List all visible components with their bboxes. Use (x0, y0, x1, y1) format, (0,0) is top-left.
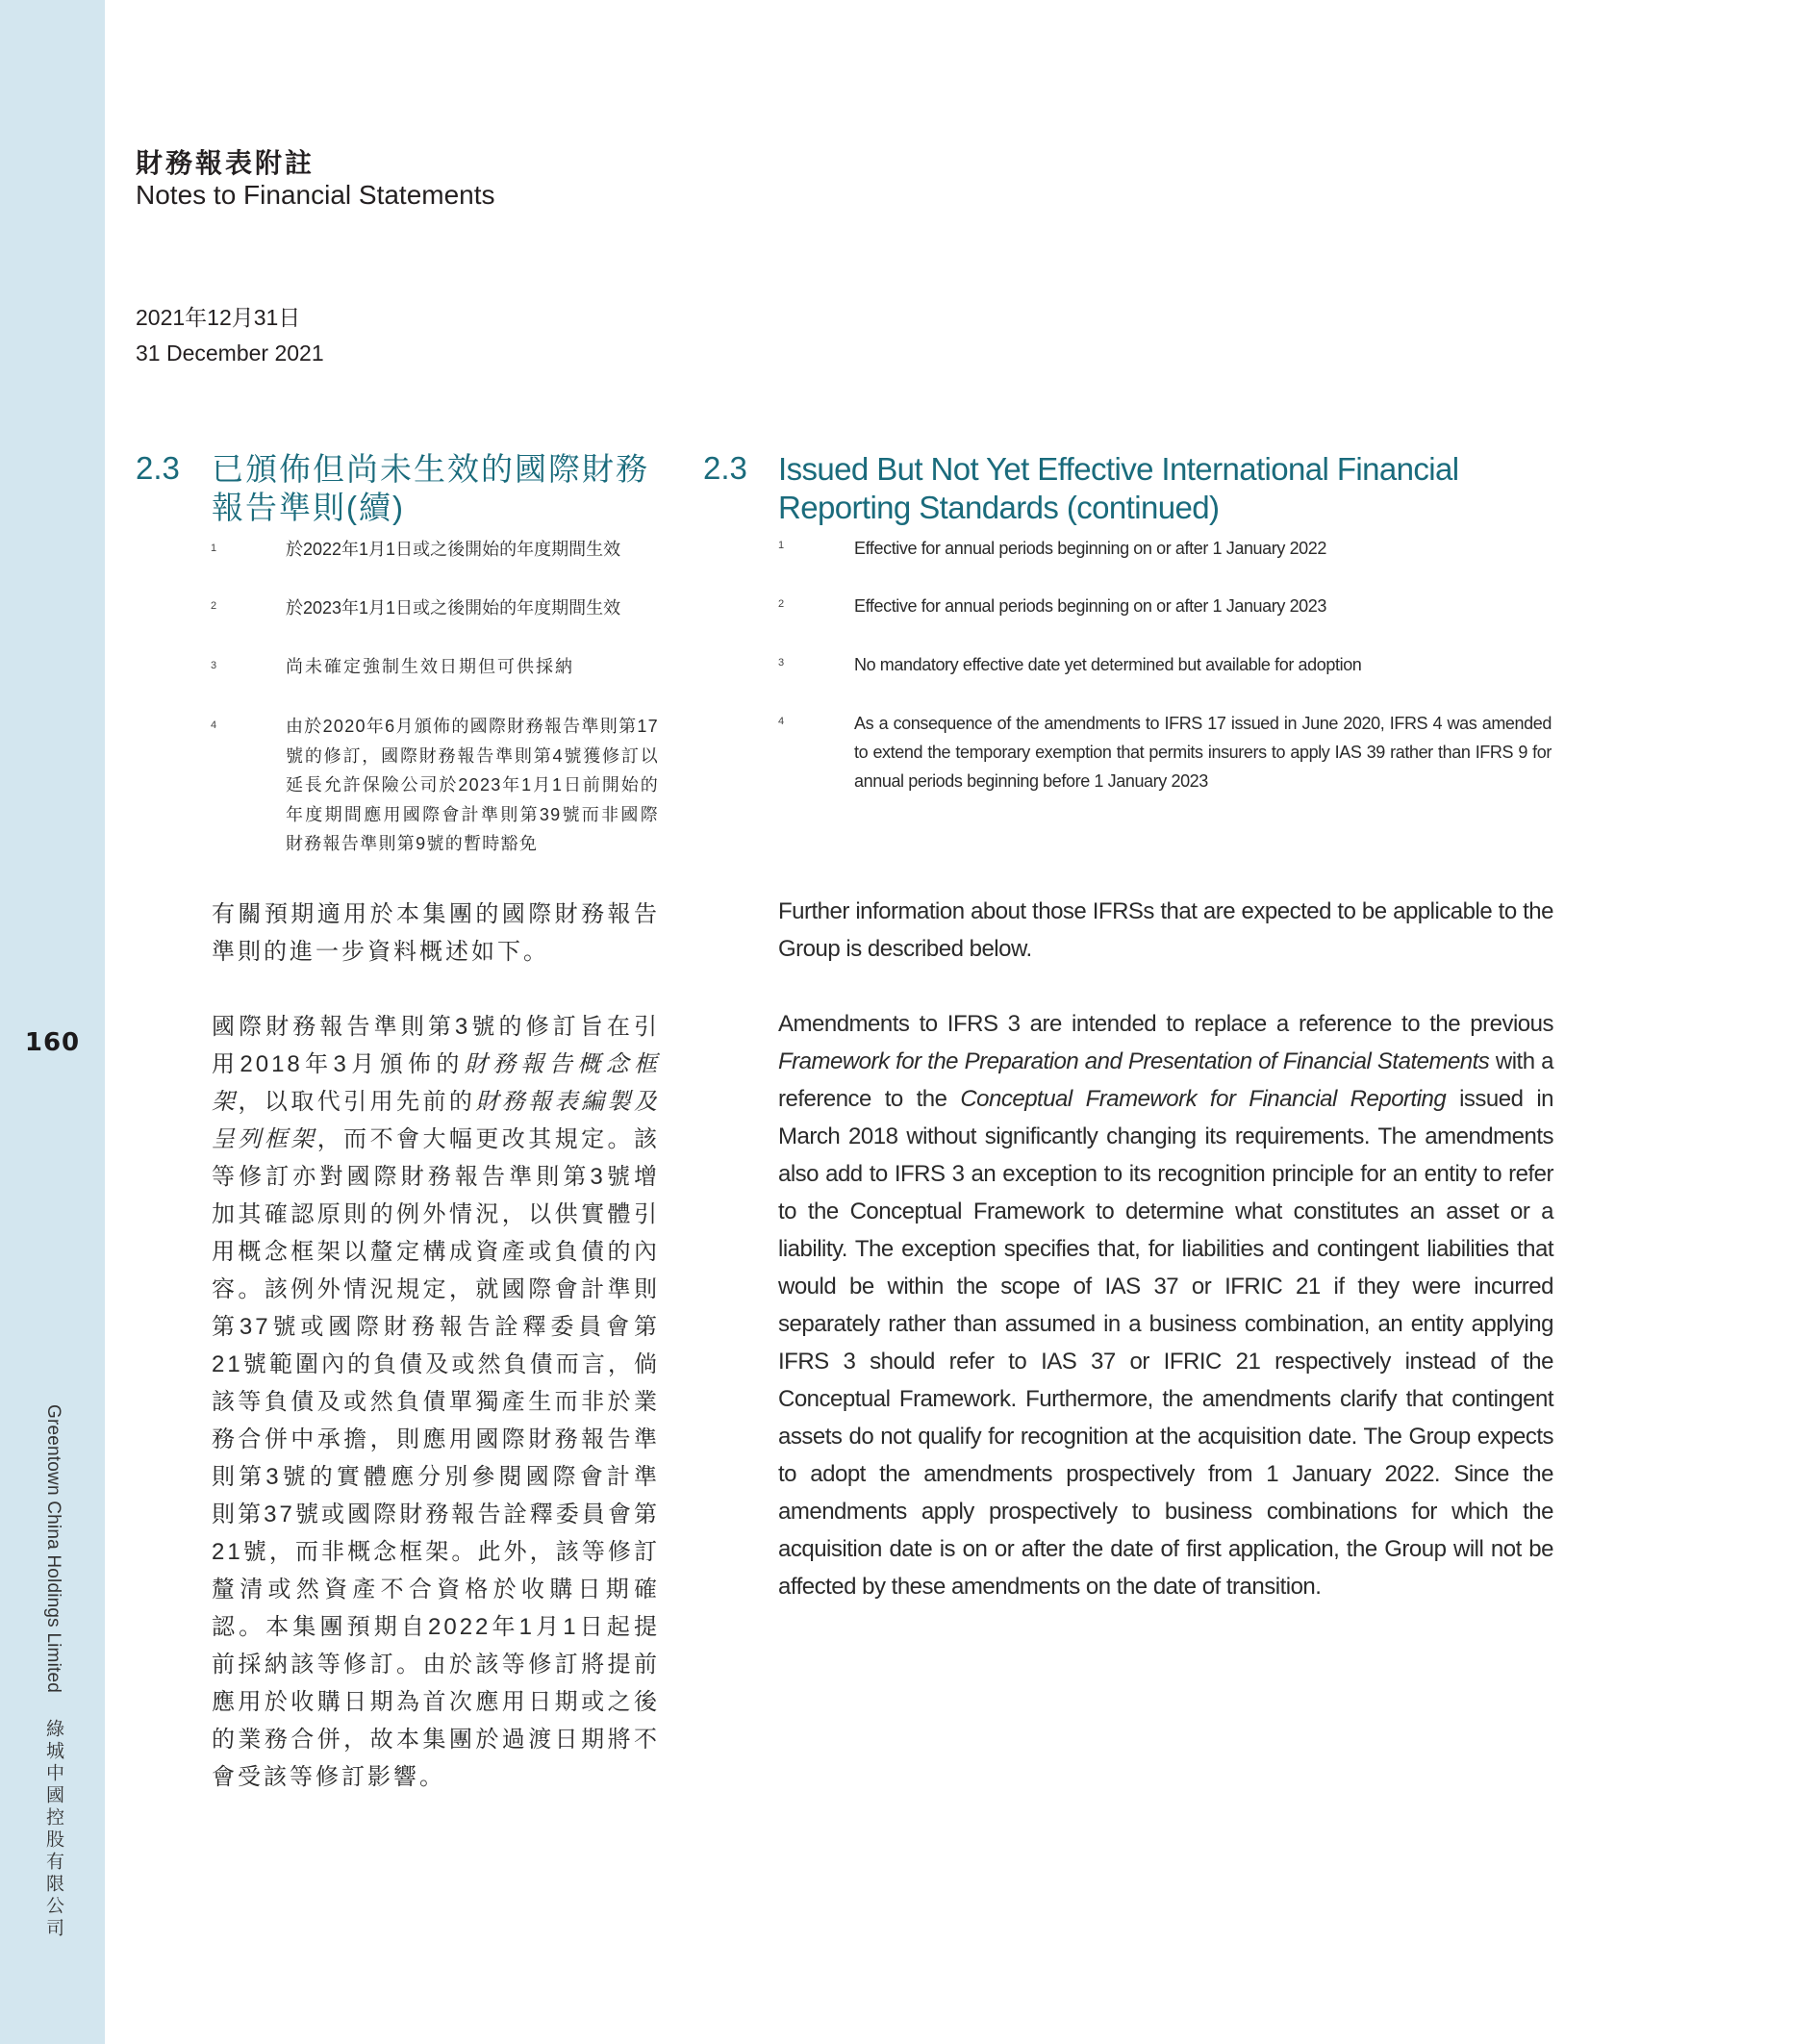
page-title-cn: 財務報表附註 (136, 147, 315, 179)
body-text: Amendments to IFRS 3 are intended to replace a reference to the previous (778, 1011, 1553, 1037)
section-title-cn-line1: 已頒佈但尚未生效的國際財務 (212, 451, 649, 487)
body-italic-text: 財務報表編製及呈列框架 (212, 1089, 660, 1152)
footnote-mark: 3 (778, 657, 785, 669)
page-number: 160 (24, 1028, 81, 1057)
footnote-text: No mandatory effective date yet determined but available for adoption (854, 655, 1362, 674)
company-name-cn: 綠城中國控股有限公司 (43, 1719, 63, 1941)
section-title-cn (212, 450, 673, 527)
date-cn: 2021年12月31日 (136, 305, 301, 330)
body-text: ，以取代引用先前的 (238, 1089, 476, 1115)
body-text: ，而不會大幅更改其規定。該等修訂亦對國際財務報告準則第3號增加其確認原則的例外情況，以供實體引用概念框架以釐定構成資產或負債的內容。該例外情況規定，就國際會計準則第37號或國際財務報告詮釋委員會第21號範圍內的負債及或然負債而言，倘該等負債及或然負債單獨產生而非於業務合併中承擔，則應用國際財務報告準則第3號的實體應分別參閱國際會計準則第37號或國際財務報告詮釋委員會第21號，而非概念框架。此外，該等修訂釐清或然資產不合資格於收購日期確認。本集團預期自2022年1月1日起提前採納該等修訂。由於該等修訂將提前應用於收購日期為首次應用日期或之後的業務合併，故本集團於過渡日期將不會受該等修訂影響。 (212, 1126, 660, 1790)
section-number-en: 2.3 (703, 450, 747, 486)
intro-paragraph-en: Further information about those IFRSs that are expected to be applicable to the Group is described below. (778, 898, 1553, 962)
footnote-mark: 2 (211, 600, 217, 612)
footnote-text: 於2023年1月1日或之後開始的年度期間生效 (286, 598, 621, 618)
footnote-text: 於2022年1月1日或之後開始的年度期間生效 (286, 540, 621, 559)
date-en: 31 December 2021 (136, 341, 324, 366)
footnote-mark: 4 (778, 716, 785, 727)
footnote-text: 尚未確定強制生效日期但可供採納 (286, 657, 574, 676)
body-italic-text: 財務報告概念框架 (212, 1051, 660, 1115)
body-text: with a reference to the (778, 1048, 1553, 1112)
section-number-cn: 2.3 (136, 450, 180, 486)
body-italic-text: Conceptual Framework for Financial Reporting (960, 1086, 1447, 1112)
company-name-vertical (40, 1404, 66, 1940)
body-italic-text: Framework for the Preparation and Presentation of Financial Statements (778, 1048, 1490, 1074)
section-title-en (778, 450, 1586, 527)
footnote-mark: 4 (211, 719, 217, 731)
body-text: issued in March 2018 without significantly changing its requirements. The amendments also add to IFRS 3 an exception to its recognition principle for an entity to refer to the Conceptual Framework to determine what constitutes an asset or a liability. The exception specifies that, for liabilities and contingent liabilities that would be within the scope of IAS 37 or IFRIC 21 if they were incurred separately rather than assumed in a business combination, an entity applying IFRS 3 should refer to IAS 37 or IFRIC 21 respectively instead of the Conceptual Framework. Furthermore, the amendments clarify that contingent assets do not qualify for recognition at the acquisition date. The Group expects to adopt the amendments prospectively from 1 January 2022. Since the amendments apply prospectively to business combinations for which the acquisition date is on or after the date of first application, the Group will not be affected by these amendments on the date of transition. (778, 1086, 1553, 1600)
footnote-mark: 2 (778, 598, 785, 610)
body-text: 國際財務報告準則第3號的修訂旨在引用2018年3月頒佈的 (212, 1014, 660, 1077)
section-title-en-line1: Issued But Not Yet Effective International Financial (778, 451, 1459, 487)
page-title-en: Notes to Financial Statements (136, 180, 495, 210)
intro-paragraph-cn: 有關預期適用於本集團的國際財務報告準則的進一步資料概述如下。 (212, 901, 660, 965)
footnote-text: As a consequence of the amendments to IFRS 17 issued in June 2020, IFRS 4 was amended to extend the temporary exemption that permits insurers to apply IAS 39 rather than IFRS 9 for annual periods beginning before 1 January 2023 (854, 714, 1552, 791)
footnote-mark: 1 (778, 540, 785, 551)
footnote-mark: 3 (211, 660, 217, 671)
company-name-en: Greentown China Holdings Limited (43, 1404, 63, 1693)
body-paragraph-cn (212, 1008, 660, 1796)
footnote-text: 由於2020年6月頒佈的國際財務報告準則第17號的修訂，國際財務報告準則第4號獲修訂以延長允許保險公司於2023年1月1日前開始的年度期間應用國際會計準則第39號而非國際財務報告準則第9號的暫時豁免 (286, 717, 659, 853)
section-title-en-line2: Reporting Standards (continued) (778, 490, 1220, 525)
section-title-cn-line2: 報告準則(續) (212, 490, 405, 525)
footnote-text: Effective for annual periods beginning on or after 1 January 2022 (854, 539, 1327, 558)
sidebar (0, 0, 105, 2044)
footnote-mark: 1 (211, 543, 217, 554)
body-paragraph-en (778, 1005, 1553, 1605)
footnote-text: Effective for annual periods beginning on or after 1 January 2023 (854, 596, 1327, 616)
